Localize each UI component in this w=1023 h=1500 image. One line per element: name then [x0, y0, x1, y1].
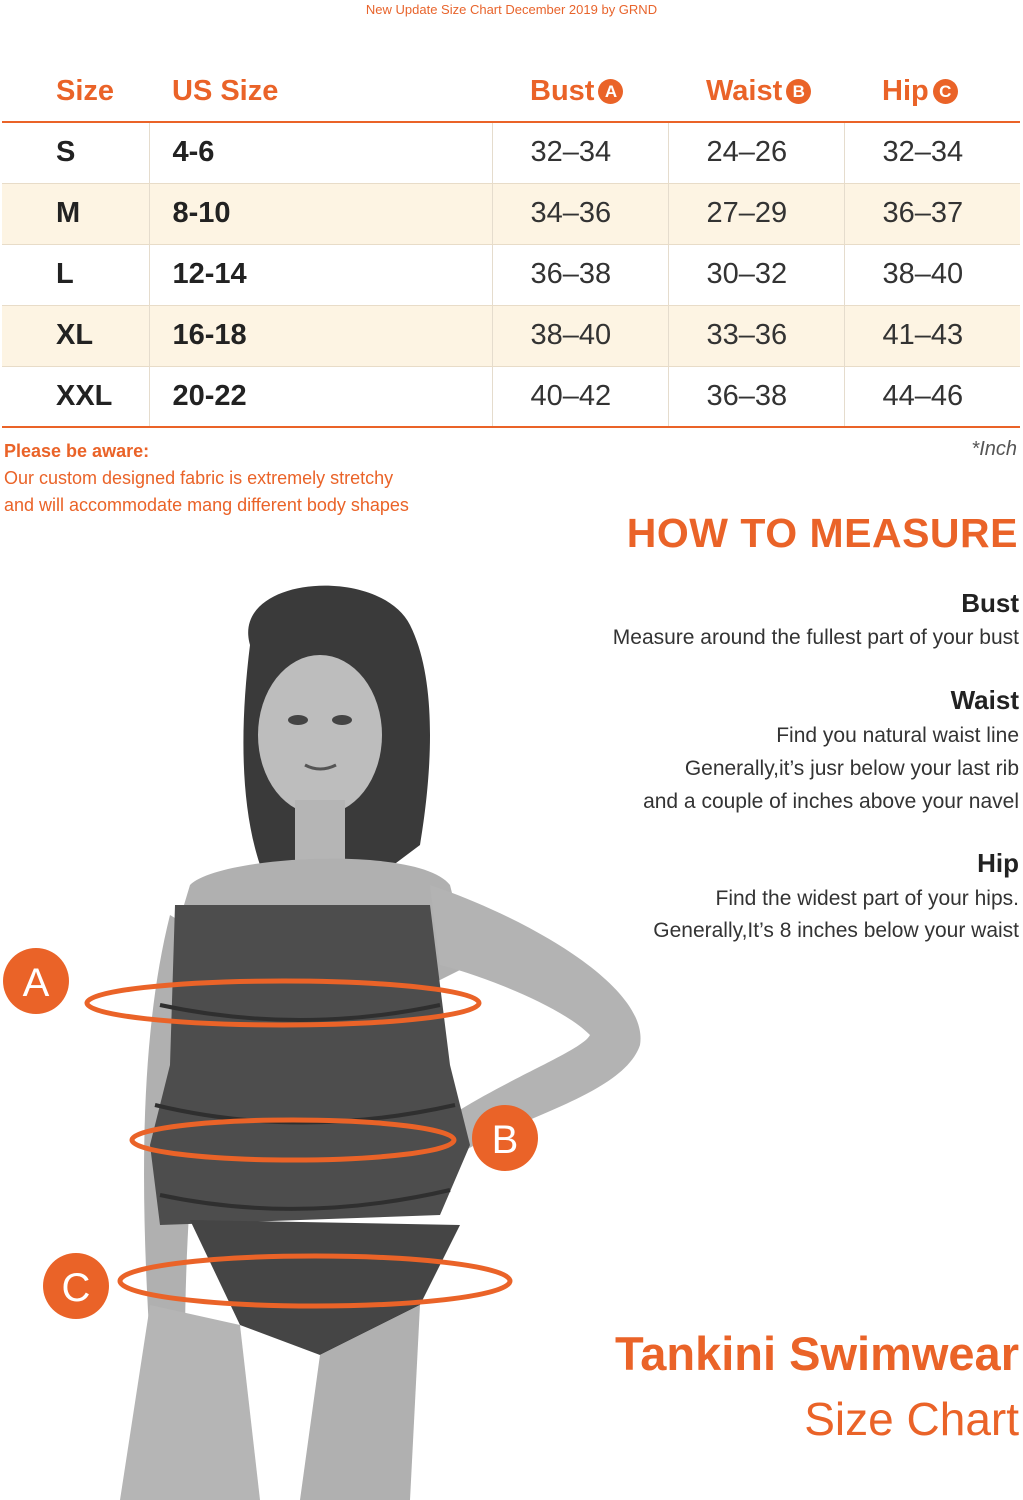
footer-subtitle: Size Chart: [804, 1393, 1019, 1445]
waist-line-1: Find you natural waist line: [776, 724, 1019, 747]
header-bust-label: Bust: [530, 75, 595, 107]
cell-waist: 27–29: [668, 183, 844, 244]
header-us-size: US Size: [149, 62, 492, 122]
cell-waist: 24–26: [668, 122, 844, 183]
cell-waist: 33–36: [668, 305, 844, 366]
cell-size: S: [2, 122, 149, 183]
aware-line-2: and will accommodate mang different body shapes: [4, 495, 409, 515]
table-header-row: [2, 62, 1020, 122]
footer-title: Tankini Swimwear: [615, 1327, 1019, 1380]
waist-title: Waist: [950, 685, 1019, 715]
table-row: [2, 366, 1020, 427]
cell-size: XXL: [2, 366, 149, 427]
header-size: Size: [2, 62, 149, 122]
cell-size: XL: [2, 305, 149, 366]
table-row: [2, 122, 1020, 183]
table-row: [2, 244, 1020, 305]
cell-us-size: 8-10: [149, 183, 492, 244]
header-hip: [844, 62, 1020, 122]
table-row: [2, 305, 1020, 366]
cell-us-size: 20-22: [149, 366, 492, 427]
table-row: [2, 183, 1020, 244]
hip-title: Hip: [977, 848, 1019, 878]
cell-us-size: 16-18: [149, 305, 492, 366]
size-table: [2, 62, 1020, 428]
waist-badge: B: [786, 79, 811, 104]
cell-bust: 34–36: [492, 183, 668, 244]
cell-waist: 36–38: [668, 366, 844, 427]
header-hip-label: Hip: [882, 75, 929, 107]
top-note: New Update Size Chart December 2019 by GRND: [365, 2, 658, 17]
model-figure: [0, 585, 660, 1500]
how-to-measure-title: HOW TO MEASURE: [626, 510, 1018, 556]
cell-waist: 30–32: [668, 244, 844, 305]
cell-size: M: [2, 183, 149, 244]
cell-us-size: 4-6: [149, 122, 492, 183]
cell-hip: 36–37: [844, 183, 1020, 244]
cell-hip: 32–34: [844, 122, 1020, 183]
hip-badge: C: [933, 79, 958, 104]
cell-bust: 32–34: [492, 122, 668, 183]
cell-hip: 38–40: [844, 244, 1020, 305]
waist-line-2: Generally,it’s jusr below your last rib: [684, 757, 1019, 780]
waist-line-3: and a couple of inches above your navel: [643, 790, 1019, 813]
badge-b-label: B: [491, 1118, 519, 1162]
cell-us-size: 12-14: [149, 244, 492, 305]
aware-title: Please be aware:: [4, 441, 150, 461]
cell-size: L: [2, 244, 149, 305]
header-waist-label: Waist: [706, 75, 783, 107]
cell-bust: 40–42: [492, 366, 668, 427]
cell-bust: 36–38: [492, 244, 668, 305]
badge-c-label: C: [61, 1266, 91, 1310]
hip-line-1: Find the widest part of your hips.: [715, 887, 1019, 910]
unit-note: *Inch: [971, 438, 1017, 460]
bust-badge: A: [598, 79, 623, 104]
cell-bust: 38–40: [492, 305, 668, 366]
cell-hip: 41–43: [844, 305, 1020, 366]
badge-a-label: A: [22, 961, 50, 1005]
header-waist: [668, 62, 844, 122]
aware-line-1: Our custom designed fabric is extremely stretchy: [4, 468, 394, 488]
bust-title: Bust: [961, 588, 1019, 618]
model-illustration: [0, 585, 660, 1500]
header-bust: [492, 62, 668, 122]
bust-line-1: Measure around the fullest part of your bust: [612, 626, 1019, 649]
cell-hip: 44–46: [844, 366, 1020, 427]
hip-line-2: Generally,It’s 8 inches below your waist: [653, 919, 1019, 942]
